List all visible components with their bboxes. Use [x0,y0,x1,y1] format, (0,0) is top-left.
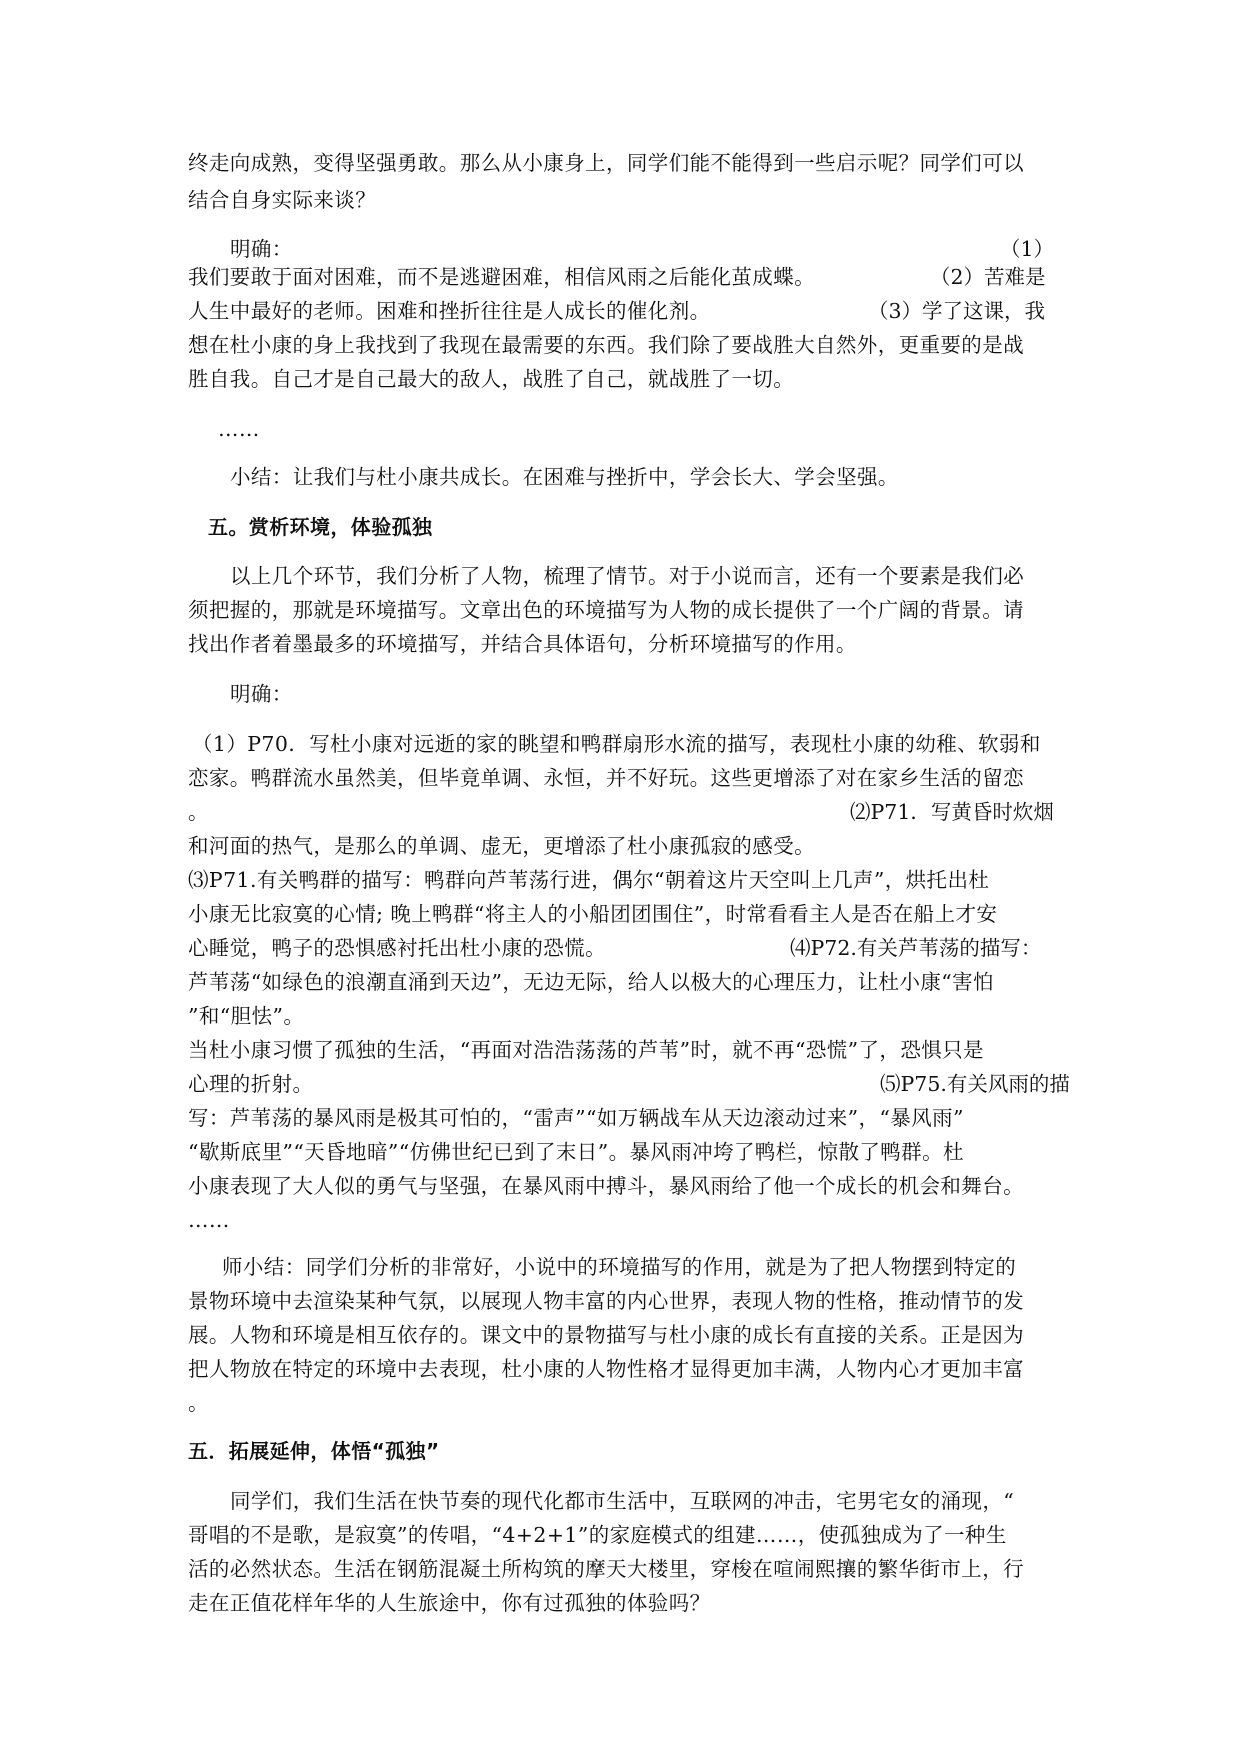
s6-para-line4: 走在正值花样年华的人生旅途中，你有过孤独的体验吗？ [188,1591,711,1615]
section-6-heading: 五．拓展延伸，体悟“孤独” [188,1439,440,1463]
s5-para1-line1: 以上几个环节，我们分析了人物，梳理了情节。对于小说而言，还有一个要素是我们必 [230,564,1025,588]
s5-e4-start: ⑷P72.有关芦苇荡的描写： [790,936,1042,960]
s5-para1-line2: 须把握的，那就是环境描写。文章出色的环境描写为人物的成长提供了一个广阔的背景。请 [188,598,1024,622]
clarify-ellipsis: …… [218,417,260,441]
s5-e4-line5: 心理的折射。 [188,1072,314,1096]
clarify-num-3: （3）学了这课，我 [868,299,1046,323]
s5-teacher-line4: 把人物放在特定的环境中去表现，杜小康的人物性格才显得更加丰满，人物内心才更加丰富 [188,1357,1024,1381]
s5-e1-line2: 恋家。鸭群流水虽然美，但毕竟单调、永恒，并不好玩。这些更增添了对在家乡生活的留恋 [188,766,1024,790]
clarify-num-1: （1） [1000,237,1055,261]
s5-e5-line2: 写：芦苇荡的暴风雨是极其可怕的，“雷声”“如万辆战车从天边滚动过来”，“暴风雨” [188,1106,964,1130]
s6-para-line1: 同学们，我们生活在快节奏的现代化都市生活中，互联网的冲击，宅男宅女的涌现，“ [230,1489,1015,1513]
s5-clarify-label: 明确： [230,682,293,706]
s5-teacher-line5: 。 [188,1391,209,1415]
section-5-heading: 五。赏析环境，体验孤独 [208,515,433,539]
clarify-line-2: 人生中最好的老师。困难和挫折往往是人成长的催化剂。 [188,299,711,323]
s5-teacher-line2: 景物环境中去渲染某种气氛，以展现人物丰富的内心世界，表现人物的性格，推动情节的发 [188,1289,1024,1313]
s5-e5-ellipsis: …… [188,1208,230,1232]
s5-e2-start: ⑵P71．写黄昏时炊烟 [850,800,1054,824]
clarify-num-2: （2）苦难是 [930,265,1046,289]
s5-e3-line3: 心睡觉，鸭子的恐惧感衬托出杜小康的恐慌。 [188,936,606,960]
s5-e2-line2: 和河面的热气，是那么的单调、虚无，更增添了杜小康孤寂的感受。 [188,834,815,858]
intro-line-1: 终走向成熟，变得坚强勇敢。那么从小康身上，同学们能不能得到一些启示呢？同学们可以 [188,151,1024,175]
s5-teacher-line3: 展。人物和环境是相互依存的。课文中的景物描写与杜小康的成长有直接的关系。正是因为 [188,1323,1024,1347]
clarify-line-3: 想在杜小康的身上我找到了我现在最需要的东西。我们除了要战胜大自然外，更重要的是战 [188,333,1024,357]
s5-para1-line3: 找出作者着墨最多的环境描写，并结合具体语句，分析环境描写的作用。 [188,632,857,656]
clarify-label: 明确： [230,237,293,261]
s5-e5-line4: 小康表现了大人似的勇气与坚强，在暴风雨中搏斗，暴风雨给了他一个成长的机会和舞台。 [188,1174,1024,1198]
s5-e5-start: ⑸P75.有关风雨的描 [880,1072,1070,1096]
clarify-line-1: 我们要敢于面对困难，而不是逃避困难，相信风雨之后能化茧成蝶。 [188,265,815,289]
s5-e4-line2: 芦苇荡“如绿色的浪潮直涌到天边”，无边无际，给人以极大的心理压力，让杜小康“害怕 [188,970,994,994]
s5-e1-line3: 。 [188,800,209,824]
s5-teacher-line1: 师小结：同学们分析的非常好，小说中的环境描写的作用，就是为了把人物摆到特定的 [222,1255,1017,1279]
s5-e4-line4: 当杜小康习惯了孤独的生活，“再面对浩浩荡荡的芦苇”时，就不再“恐慌”了，恐惧只是 [188,1038,984,1062]
s5-e4-line3: ”和“胆怯”。 [188,1004,305,1028]
s5-e3-line1: ⑶P71.有关鸭群的描写：鸭群向芦苇荡行进，偶尔“朝着这片天空叫上几声”，烘托出杜 [188,868,990,892]
s5-e1-line1: （1）P70．写杜小康对远逝的家的眺望和鸭群扇形水流的描写，表现杜小康的幼稚、软弱和 [192,732,1041,756]
s6-para-line3: 活的必然状态。生活在钢筋混凝土所构筑的摩天大楼里，穿梭在喧闹熙攘的繁华街市上，行 [188,1557,1024,1581]
s5-e3-line2: 小康无比寂寞的心情; 晚上鸭群“将主人的小船团团围住”，时常看看主人是否在船上才安 [188,902,998,926]
s6-para-line2: 哥唱的不是歌，是寂寞”的传唱，“4+2+1”的家庭模式的组建……，使孤独成为了一种生 [188,1523,1007,1547]
clarify-line-4: 胜自我。自己才是自己最大的敌人，战胜了自己，就战胜了一切。 [188,367,795,391]
s5-e5-line3: “歇斯底里”“天昏地暗”“仿佛世纪已到了末日”。暴风雨冲垮了鸭栏，惊散了鸭群。杜 [188,1140,964,1164]
intro-line-2: 结合自身实际来谈？ [188,188,377,212]
summary-1: 小结：让我们与杜小康共成长。在困难与挫折中，学会长大、学会坚强。 [230,465,899,489]
